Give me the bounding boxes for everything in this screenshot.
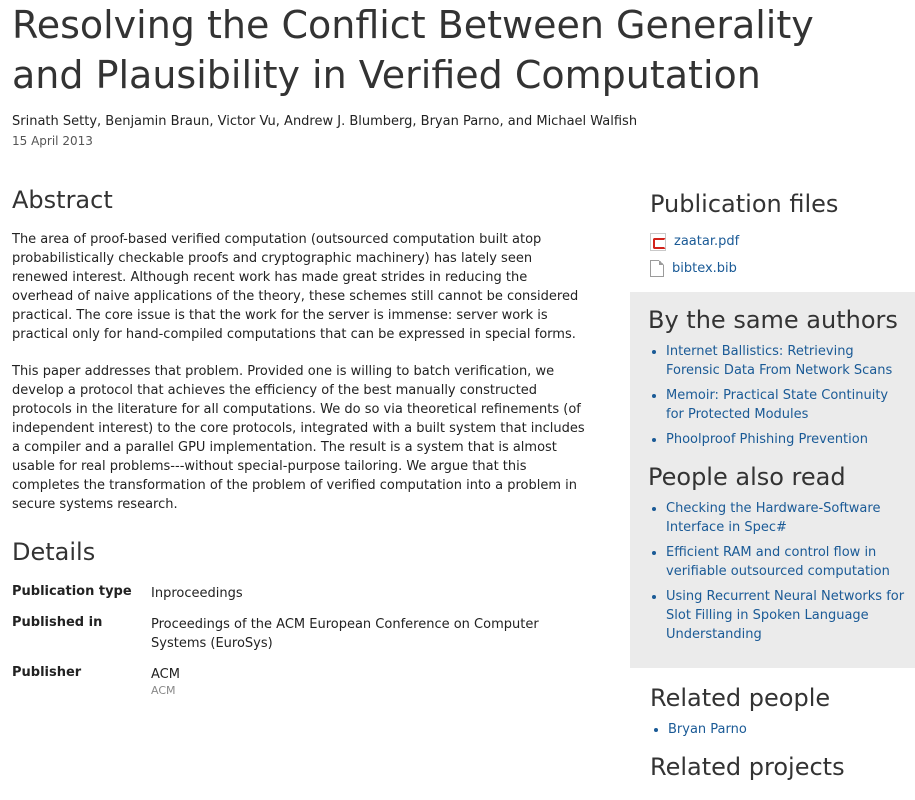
related-people-heading: Related people — [650, 684, 831, 712]
same-authors-link[interactable]: Memoir: Practical State Continuity for Protected Modules — [666, 388, 889, 422]
same-authors-link[interactable]: Phoolproof Phishing Prevention — [666, 432, 868, 447]
list-item — [666, 430, 905, 449]
authors: Srinath Setty, Benjamin Braun, Victor Vu, Andrew J. Blumberg, Bryan Parno, and Michael Walfish — [12, 114, 638, 129]
details-value: ACM — [151, 667, 180, 682]
details-value: Proceedings of the ACM European Conference on Computer Systems (EuroSys) — [151, 617, 539, 651]
related-panel — [630, 292, 915, 668]
file-item[interactable] — [650, 255, 915, 282]
details-row — [12, 615, 587, 653]
details-row — [12, 665, 587, 697]
list-item — [666, 386, 905, 424]
also-read-link[interactable]: Using Recurrent Neural Networks for Slot Filling in Spoken Language Understanding — [666, 589, 905, 642]
details-heading: Details — [12, 538, 96, 566]
related-person-link[interactable]: Bryan Parno — [668, 722, 747, 737]
file-link-bib[interactable]: bibtex.bib — [672, 261, 737, 276]
pdf-icon — [650, 233, 666, 251]
also-read-list — [648, 499, 905, 644]
list-item — [666, 587, 905, 644]
also-read-link[interactable]: Checking the Hardware-Software Interface in Spec# — [666, 501, 881, 535]
also-read-link[interactable]: Efficient RAM and control flow in verifiable outsourced computation — [666, 545, 890, 579]
list-item — [666, 499, 905, 537]
page-title: Resolving the Conflict Between Generality and Plausibility in Verified Computation — [12, 3, 814, 97]
file-link-pdf[interactable]: zaatar.pdf — [674, 234, 740, 249]
details-row — [12, 584, 587, 603]
same-authors-heading: By the same authors — [648, 306, 898, 334]
details-label: Publisher — [12, 665, 82, 680]
sidebar — [630, 190, 915, 789]
details-value-group — [151, 665, 180, 697]
document-icon — [650, 260, 664, 277]
related-people-list — [650, 720, 915, 739]
main-content — [12, 186, 587, 709]
details-subvalue: ACM — [151, 684, 176, 697]
abstract-paragraph: The area of proof-based verified computation (outsourced computation built atop probabilistically checkable proofs and cryptographic machinery) has lately seen renewed interest. Although recent work has made great strides in reducing the overhead of naive applications of the theory, these schemes still cannot be considered practical. The core issue is that the work for the server is immense: server work is practical only for hand-compiled computations that can be expressed in special forms. — [12, 232, 579, 342]
publication-date: 15 April 2013 — [12, 134, 93, 148]
file-item[interactable] — [650, 228, 915, 255]
details-value: Inproceedings — [151, 586, 243, 601]
list-item — [668, 720, 915, 739]
files-heading: Publication files — [650, 190, 839, 218]
list-item — [666, 342, 905, 380]
same-authors-link[interactable]: Internet Ballistics: Retrieving Forensic Data From Network Scans — [666, 344, 893, 378]
publication-files — [630, 190, 915, 282]
details-table — [12, 584, 587, 697]
related-projects-heading: Related projects — [650, 753, 845, 781]
list-item — [666, 543, 905, 581]
also-read-heading: People also read — [648, 463, 846, 491]
details-label: Publication type — [12, 584, 132, 599]
related-people-section — [630, 668, 915, 781]
abstract-heading: Abstract — [12, 186, 113, 214]
same-authors-list — [648, 342, 905, 449]
abstract-paragraph: This paper addresses that problem. Provided one is willing to batch verification, we develop a protocol that achieves the efficiency of the best manually constructed protocols in the literature for all computations. We do so via theoretical refinements (of independent interest) to the core protocols, integrated with a built system that includes a compiler and a parallel GPU implementation. The result is a system that is almost usable for real problems---without special-purpose tailoring. We argue that this completes the transformation of the problem of verified computation into a problem in secure systems research. — [12, 364, 585, 512]
details-label: Published in — [12, 615, 103, 630]
